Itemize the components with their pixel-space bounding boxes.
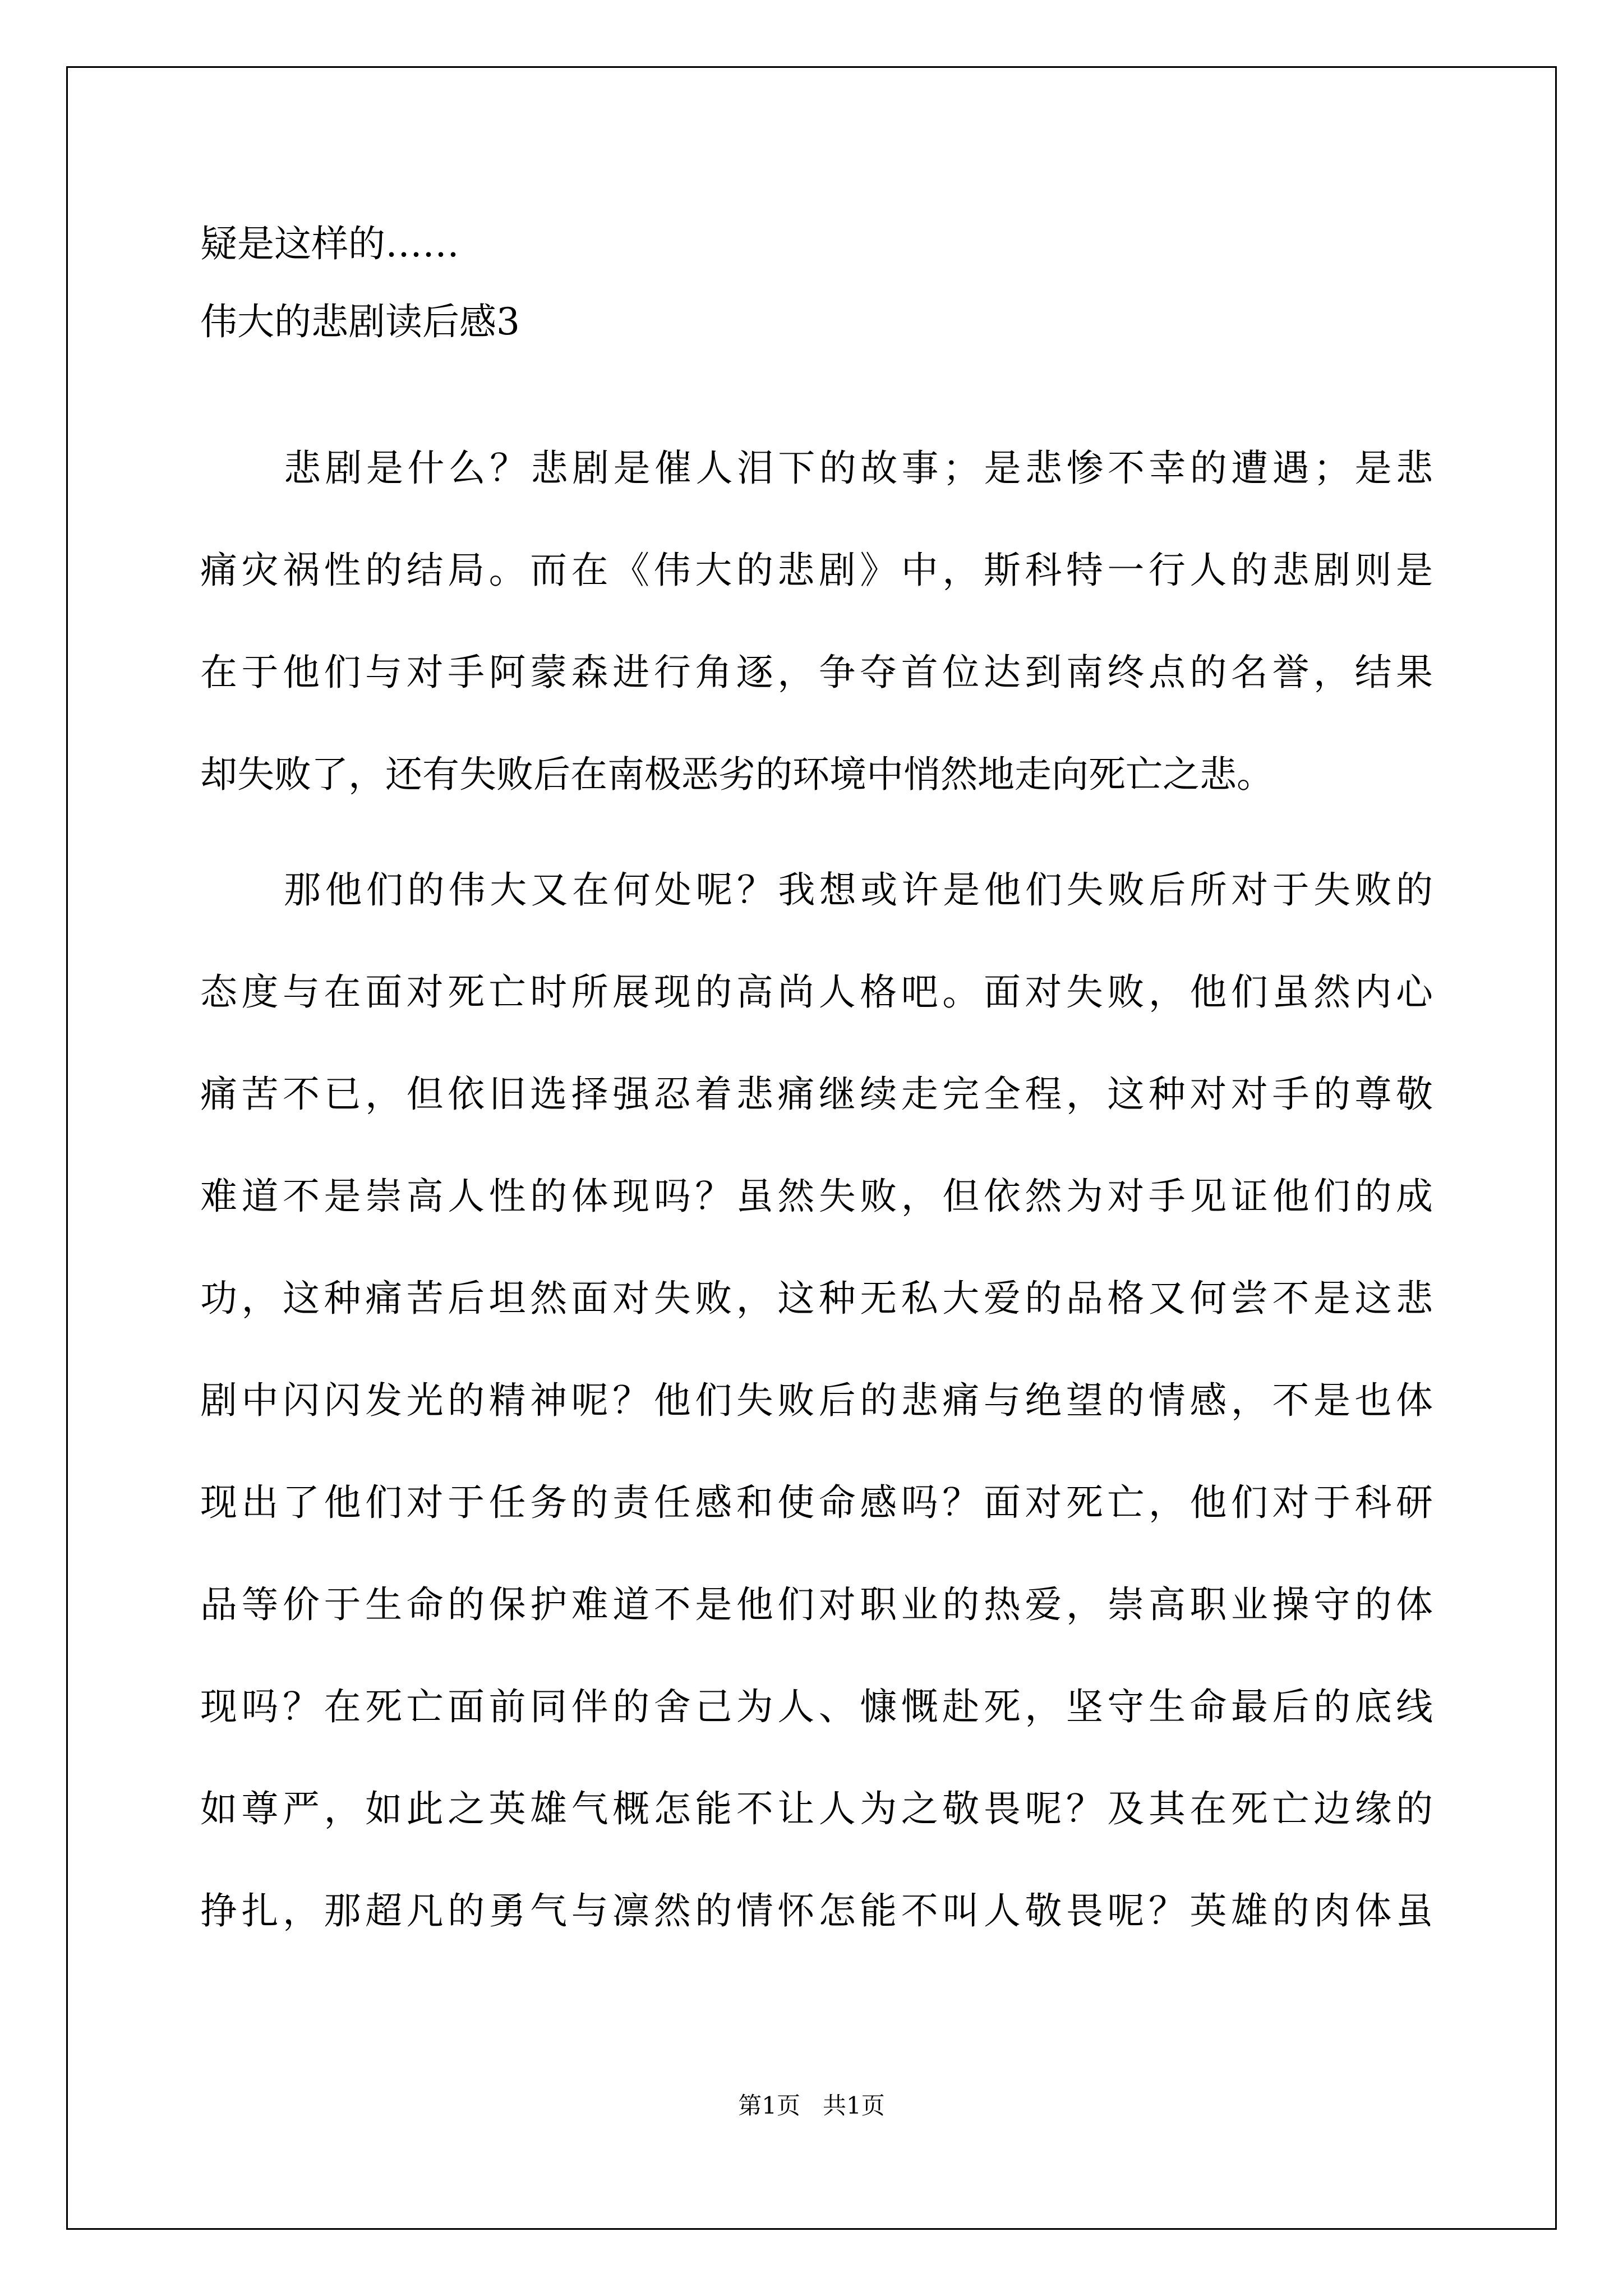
section-heading: 伟大的悲剧读后感3 — [200, 300, 520, 343]
paragraph-1-line-1: 悲剧是什么？悲剧是催人泪下的故事；是悲惨不幸的遭遇；是悲 — [284, 447, 1433, 490]
paragraph-1-line-4: 却失败了，还有失败后在南极恶劣的环境中悄然地走向死亡之悲。 — [200, 753, 1274, 796]
paragraph-2-line-7: 现出了他们对于任务的责任感和使命感吗？面对死亡，他们对于科研 — [200, 1481, 1433, 1524]
paragraph-2-line-10: 如尊严，如此之英雄气概怎能不让人为之敬畏呢？及其在死亡边缘的 — [200, 1787, 1433, 1830]
paragraph-2-line-3: 痛苦不已，但依旧选择强忍着悲痛继续走完全程，这种对对手的尊敬 — [200, 1073, 1433, 1116]
paragraph-2-line-4: 难道不是崇高人性的体现吗？虽然失败，但依然为对手见证他们的成 — [200, 1175, 1433, 1218]
paragraph-2-line-9: 现吗？在死亡面前同伴的舍己为人、慷慨赴死，坚守生命最后的底线 — [200, 1685, 1433, 1728]
paragraph-2-line-5: 功，这种痛苦后坦然面对失败，这种无私大爱的品格又何尝不是这悲 — [200, 1277, 1433, 1320]
paragraph-1-line-3: 在于他们与对手阿蒙森进行角逐，争夺首位达到南终点的名誉，结果 — [200, 651, 1433, 694]
paragraph-2-line-8: 品等价于生命的保护难道不是他们对职业的热爱，崇高职业操守的体 — [200, 1583, 1433, 1626]
paragraph-2-line-6: 剧中闪闪发光的精神呢？他们失败后的悲痛与绝望的情感，不是也体 — [200, 1379, 1433, 1422]
paragraph-2-line-2: 态度与在面对死亡时所展现的高尚人格吧。面对失败，他们虽然内心 — [200, 970, 1433, 1014]
paragraph-1-line-2: 痛灾祸性的结局。而在《伟大的悲剧》中，斯科特一行人的悲剧则是 — [200, 549, 1433, 592]
paragraph-2-line-1: 那他们的伟大又在何处呢？我想或许是他们失败后所对于失败的 — [284, 868, 1433, 912]
paragraph-2-line-11: 挣扎，那超凡的勇气与凛然的情怀怎能不叫人敬畏呢？英雄的肉体虽 — [200, 1889, 1433, 1932]
page-footer: 第1页 共1页 — [738, 2092, 885, 2119]
text-line-fragment: 疑是这样的…… — [200, 222, 459, 265]
